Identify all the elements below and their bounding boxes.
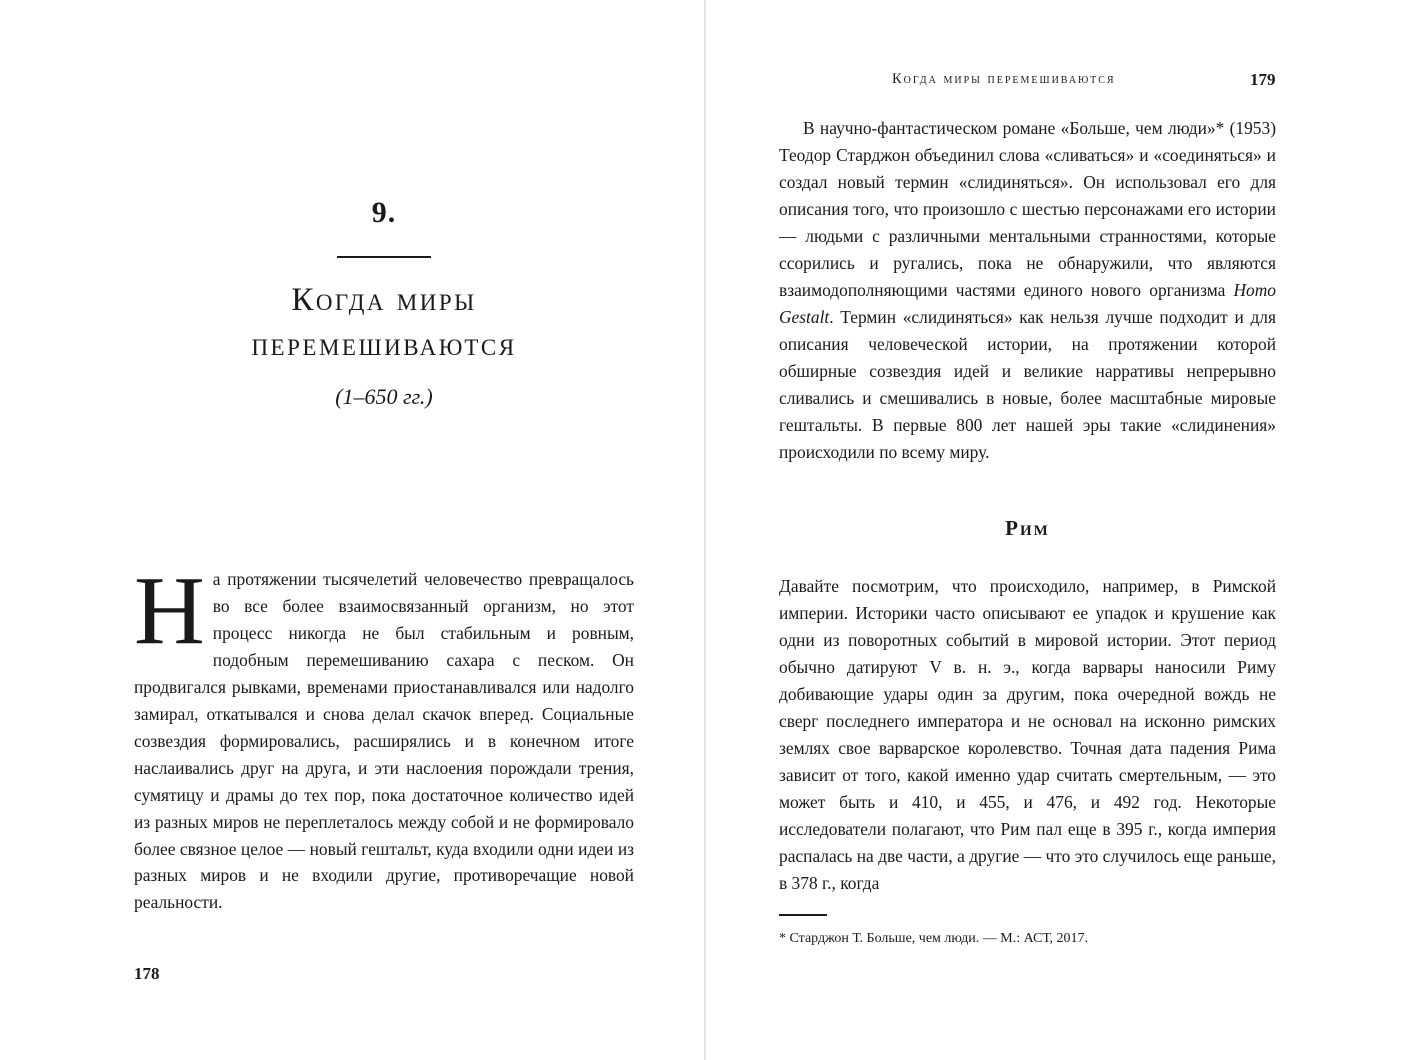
intro-paragraph-text-2: . Термин «слидиняться» как нельзя лучше подходит и для описания человеческой истории, на протяжении которой обширные созвездия идей и великие нарративы непрерывно сливались и смешивались в новые, более масштабные мировые гештальты. В первые 800 лет нашей эры такие «слидинения» происходили по всему миру. [779, 307, 1276, 462]
chapter-opening-paragraph [134, 557, 634, 916]
running-head: Когда миры перемешиваются [892, 71, 1116, 87]
intro-paragraph-italic-term: Homo Gestalt [779, 280, 1276, 327]
section-heading-rome: Рим [1005, 516, 1050, 540]
footnote: * Старджон Т. Больше, чем люди. — М.: АСТ, 2017. [779, 931, 1088, 946]
drop-cap-letter: Н [134, 557, 205, 665]
chapter-title-line-2: перемешиваются [251, 327, 517, 363]
footnote-rule [779, 914, 827, 916]
left-page [0, 0, 704, 1060]
opening-paragraph-text: а протяжении тысячелетий человечество превращалось во все более взаимосвязанный организм, но этот процесс никогда не был стабильным и ровным, подобным перемешиванию сахара с песком. Он продвигался рывками, временами приостанавливался или надолго замирал, откатывался и снова делал скачок вперед. Социальные созвездия формировались, расширялись и в конечном итоге наслаивались друг на друга, и эти наслоения порождали трения, сумятицу и драмы до тех пор, пока достаточное количество идей из разных миров не переплеталось между собой и не формировало более связное целое — новый гештальт, куда входили одни идеи из разных миров и не входили другие, противоречащие новой реальности. [134, 569, 634, 913]
intro-paragraph [779, 115, 1276, 466]
chapter-date-range: (1–650 гг.) [335, 384, 433, 409]
page-number-left: 178 [134, 964, 160, 983]
rome-section-paragraph: Давайте посмотрим, что происходило, например, в Римской империи. Историки часто описывают ее упадок и крушение как одни из поворотных событий в мировой истории. Этот период обычно датируют V в. н. э., когда варвары наносили Риму добивающие удары один за другим, пока очередной вождь не сверг последнего императора и не основал на исконно римских землях свое варварское королевство. Точная дата падения Рима зависит от того, какой именно удар считать смертельным, — это может быть и 410, и 455, и 476, и 492 год. Некоторые исследователи полагают, что Рим пал еще в 395 г., когда империя распалась на две части, а другие — что это случилось еще раньше, в 378 г., когда [779, 576, 1276, 893]
page-number-right: 179 [1250, 70, 1276, 89]
chapter-number: 9. [371, 196, 397, 229]
chapter-title-rule [337, 256, 431, 258]
chapter-title [134, 278, 634, 368]
intro-paragraph-text-1: В научно-фантастическом романе «Больше, чем люди»* (1953) Теодор Старджон объединил слова «сливаться» и «соединяться» и создал новый термин «слидиняться». Он использовал его для описания того, что произошло с шестью персонажами его истории — людьми с различными ментальными странностями, которые ссорились и ругались, пока не обнаружили, что являются взаимодополняющими частями единого нового организма [779, 118, 1276, 300]
chapter-title-line-1: Когда миры [291, 282, 477, 318]
right-page [706, 0, 1410, 1060]
